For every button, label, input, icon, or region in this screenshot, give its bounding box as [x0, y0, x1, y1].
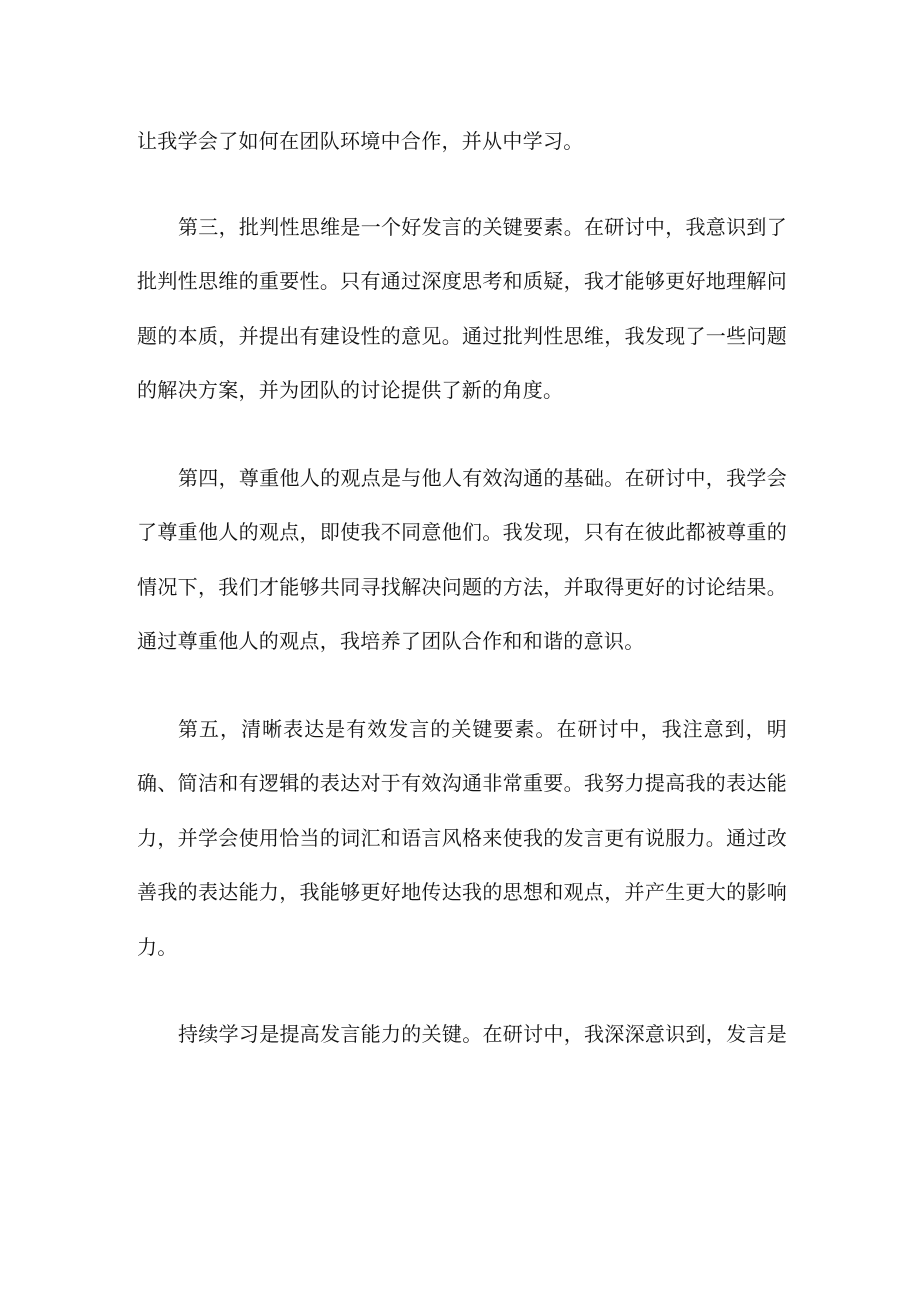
paragraph-respect-others: 第四，尊重他人的观点是与他人有效沟通的基础。在研讨中，我学会了尊重他人的观点，即使我不同意他们。我发现，只有在彼此都被尊重的情况下，我们才能够共同寻找解决问题的方法，并取得更好的讨论结果。通过尊重他人的观点，我培养了团队合作和和谐的意识。 — [137, 465, 787, 653]
paragraph-continuous-learning: 持续学习是提高发言能力的关键。在研讨中，我深深意识到，发言是 — [178, 1022, 787, 1046]
paragraph-continuation: 让我学会了如何在团队环境中合作，并从中学习。 — [137, 129, 584, 153]
document-body — [137, 114, 787, 1095]
paragraph-clear-expression: 第五，清晰表达是有效发言的关键要素。在研讨中，我注意到，明确、简洁和有逻辑的表达对于有效沟通非常重要。我努力提高我的表达能力，并学会使用恰当的词汇和语言风格来使我的发言更有说服力。通过改善我的表达能力，我能够更好地传达我的思想和观点，并产生更大的影响力。 — [137, 716, 787, 959]
paragraph-critical-thinking: 第三，批判性思维是一个好发言的关键要素。在研讨中，我意识到了批判性思维的重要性。只有通过深度思考和质疑，我才能够更好地理解问题的本质，并提出有建设性的意见。通过批判性思维，我发现了一些问题的解决方案，并为团队的讨论提供了新的角度。 — [137, 214, 787, 402]
